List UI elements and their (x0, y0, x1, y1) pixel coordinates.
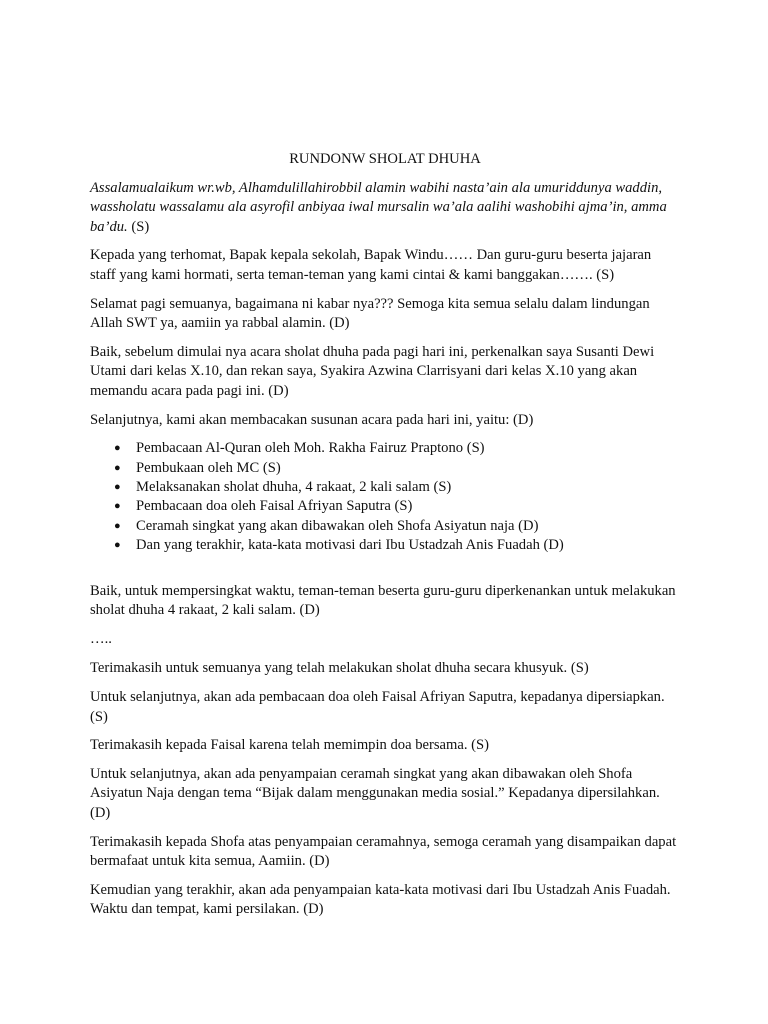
agenda-item-text: Pembacaan doa oleh Faisal Afriyan Saputra (S) (136, 498, 413, 515)
agenda-item-text: Melaksanakan sholat dhuha, 4 rakaat, 2 kali salam (S) (136, 478, 452, 495)
opening-italic-text: Assalamualaikum wr.wb, Alhamdulillahirobbil alamin wabihi nasta’ain ala umuriddunya waddin, wassholatu wassalamu ala asyrofil anbiyaa iwal mursalin wa’ala aalihi washobihi ajma’in, amma ba’du. (90, 179, 667, 235)
document-page (90, 150, 680, 929)
bullet-icon: ● (114, 480, 121, 493)
opening-speaker-tag: (S) (127, 218, 150, 235)
agenda-item-text: Dan yang terakhir, kata-kata motivasi dari Ibu Ustadzah Anis Fuadah (D) (136, 537, 564, 554)
document-title: RUNDONW SHOLAT DHUHA (289, 151, 481, 167)
paragraph-thanks-ceramah: Terimakasih kepada Shofa atas penyampaian ceramahnya, semoga ceramah yang disampaikan dapat bermafaat untuk kita semua, Aamiin. (D) (90, 833, 677, 870)
agenda-item-text: Pembacaan Al-Quran oleh Moh. Rakha Fairuz Praptono (S) (136, 440, 485, 457)
list-item (90, 459, 680, 478)
bullet-icon: ● (114, 539, 121, 552)
paragraph-doa-announcement: Untuk selanjutnya, akan ada pembacaan doa oleh Faisal Afriyan Saputra, kepadanya dipersiapkan. (S) (90, 688, 665, 725)
paragraph-thanks-prayer: Terimakasih untuk semuanya yang telah melakukan sholat dhuha secara khusyuk. (S) (90, 660, 589, 677)
paragraph-prayer-start: Baik, untuk mempersingkat waktu, teman-teman beserta guru-guru diperkenankan untuk melakukan sholat dhuha 4 rakaat, 2 kali salam. (D) (90, 582, 676, 619)
bullet-icon: ● (114, 442, 121, 455)
spacer (90, 556, 680, 582)
paragraph-introduction: Baik, sebelum dimulai nya acara sholat dhuha pada pagi hari ini, perkenalkan saya Susanti Dewi Utami dari kelas X.10, dan rekan saya, Syakira Azwina Clarrisyani dari kelas X.10 yang akan memandu acara pada pagi ini. (D) (90, 343, 655, 399)
bullet-icon: ● (114, 519, 121, 532)
paragraph-salutation: Kepada yang terhomat, Bapak kepala sekolah, Bapak Windu…… Dan guru-guru beserta jajaran staff yang kami hormati, serta teman-teman yang kami cintai & kami banggakan……. (S) (90, 247, 652, 283)
paragraph-thanks-doa: Terimakasih kepada Faisal karena telah memimpin doa bersama. (S) (90, 737, 489, 754)
paragraph-ceramah-announcement: Untuk selanjutnya, akan ada penyampaian ceramah singkat yang akan dibawakan oleh Shofa Asiyatun Naja dengan tema “Bijak dalam menggunakan media sosial.” Kepadanya dipersilahkan. (D) (90, 765, 660, 821)
list-item (90, 439, 680, 458)
agenda-list (90, 439, 680, 555)
paragraph-greeting: Selamat pagi semuanya, bagaimana ni kabar nya??? Semoga kita semua selalu dalam lindungan Allah SWT ya, aamiin ya rabbal alamin. (D) (90, 295, 650, 332)
opening-greeting (90, 179, 680, 238)
list-item (90, 497, 680, 516)
agenda-item-text: Ceramah singkat yang akan dibawakan oleh Shofa Asiyatun naja (D) (136, 517, 539, 534)
list-item (90, 517, 680, 536)
agenda-item-text: Pembukaan oleh MC (S) (136, 459, 281, 476)
bullet-icon: ● (114, 461, 121, 474)
paragraph-agenda-intro: Selanjutnya, kami akan membacakan susunan acara pada hari ini, yaitu: (D) (90, 411, 534, 428)
list-item (90, 536, 680, 555)
paragraph-motivation-announcement: Kemudian yang terakhir, akan ada penyampaian kata-kata motivasi dari Ibu Ustadzah Anis Fuadah. Waktu dan tempat, kami persilakan. (D) (90, 881, 671, 918)
list-item (90, 478, 680, 497)
bullet-icon: ● (114, 500, 121, 513)
ellipsis-marker: ….. (90, 630, 112, 647)
